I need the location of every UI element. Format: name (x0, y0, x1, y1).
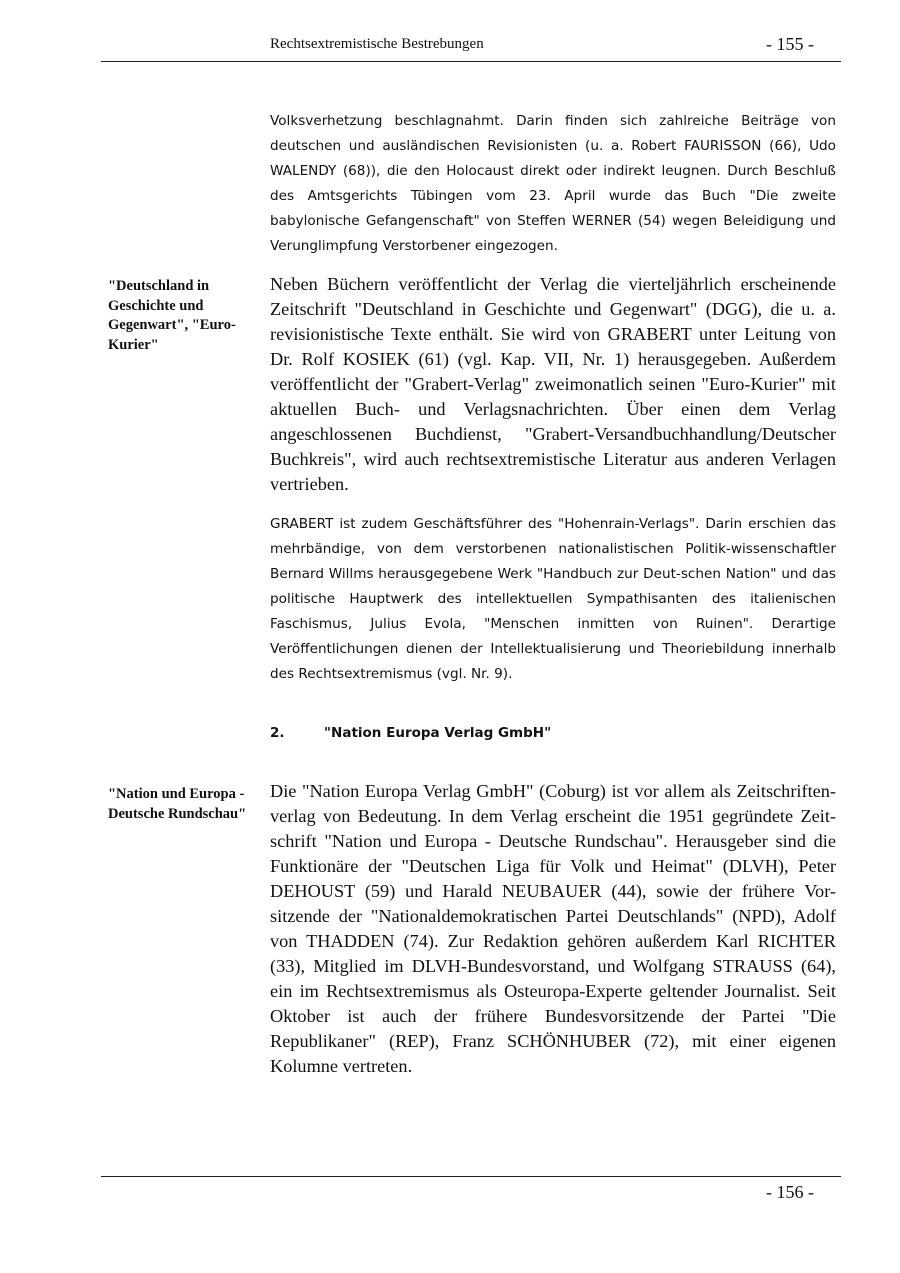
paragraph-revisionists: Volksverhetzung beschlagnahmt. Darin finden sich zahlreiche Beiträge von deutschen und ausländischen Revisionisten (u. a. Robert FAURISSON (66), Udo WALENDY (68)), die den Holocaust direkt oder indirekt leugnen. Durch Beschluß des Amtsgerichts Tübingen vom 23. April wurde das Buch "Die zweite babylonische Gefangenschaft" von Steffen WERNER (54) wegen Beleidigung und Verunglimpfung Verstorbener eingezogen. (270, 113, 836, 254)
header-title: Rechtsextremistische Bestrebungen (270, 36, 484, 52)
paragraph-dgg: Neben Büchern veröffentlicht der Verlag die vierteljährlich erscheinende Zeitschrift "Deutschland in Geschichte und Gegenwart" (DGG), die u. a. revisionistische Texte enthält. Sie wird von GRABERT unter Leitung von Dr. Rolf KOSIEK (61) (vgl. Kap. VII, Nr. 1) herausgegeben. Außerdem veröffentlicht der "Grabert-Verlag" zweimonatlich seinen "Euro-Kurier" mit aktuellen Buch- und Verlagsnachrichten. Über einen dem Verlag angeschlossenen Buchdienst, "Grabert-Versandbuchhandlung/Deutscher Buchkreis", wird auch rechtsextremistische Literatur aus anderen Verlagen vertrieben. (270, 274, 836, 494)
section-number: 2. (270, 725, 285, 741)
header-rule (101, 61, 841, 62)
paragraph-hohenrain: GRABERT ist zudem Geschäftsführer des "Hohenrain-Verlags". Darin erschien das mehrbändige, von dem verstorbenen nationalistischen Politik-wissenschaftler Bernard Willms herausgegebene Werk "Handbuch zur Deut-schen Nation" und das politische Hauptwerk des intellektuellen Sympathisanten des italienischen Faschismus, Julius Evola, "Menschen inmitten von Ruinen". Derartige Veröffentlichungen dienen der Intellektualisierung und Theoriebildung innerhalb des Rechtsextremismus (vgl. Nr. 9). (270, 516, 836, 682)
footer-page-number: - 156 - (766, 1182, 814, 1202)
margin-note-nation-europa: "Nation und Europa - Deutsche Rundschau" (108, 786, 247, 822)
footer-rule (101, 1176, 841, 1177)
section-heading (270, 725, 551, 741)
paragraph-nation-europa: Die "Nation Europa Verlag GmbH" (Coburg) ist vor allem als Zeitschriften-verlag von Bedeutung. In dem Verlag erscheint die 1951 gegründete Zeit-schrift "Nation und Europa - Deutsche Rundschau". Herausgeber sind die Funktionäre der "Deutschen Liga für Volk und Heimat" (DLVH), Peter DEHOUST (59) und Harald NEUBAUER (44), sowie der frühere Vor-sitzende der "Nationaldemokratischen Partei Deutschlands" (NPD), Adolf von THADDEN (74). Zur Redaktion gehören außerdem Karl RICHTER (33), Mitglied im DLVH-Bundesvorstand, und Wolfgang STRAUSS (64), ein im Rechtsextremismus als Osteuropa-Experte geltender Journalist. Seit Oktober ist auch der frühere Bundesvorsitzende der Partei "Die Republikaner" (REP), Franz SCHÖNHUBER (72), mit einer eigenen Kolumne vertreten. (270, 781, 836, 1076)
margin-note-dgg: "Deutschland in Geschichte und Gegenwart", "Euro-Kurier" (108, 278, 236, 353)
section-title: "Nation Europa Verlag GmbH" (324, 725, 552, 741)
header-page-number: - 155 - (766, 34, 814, 54)
